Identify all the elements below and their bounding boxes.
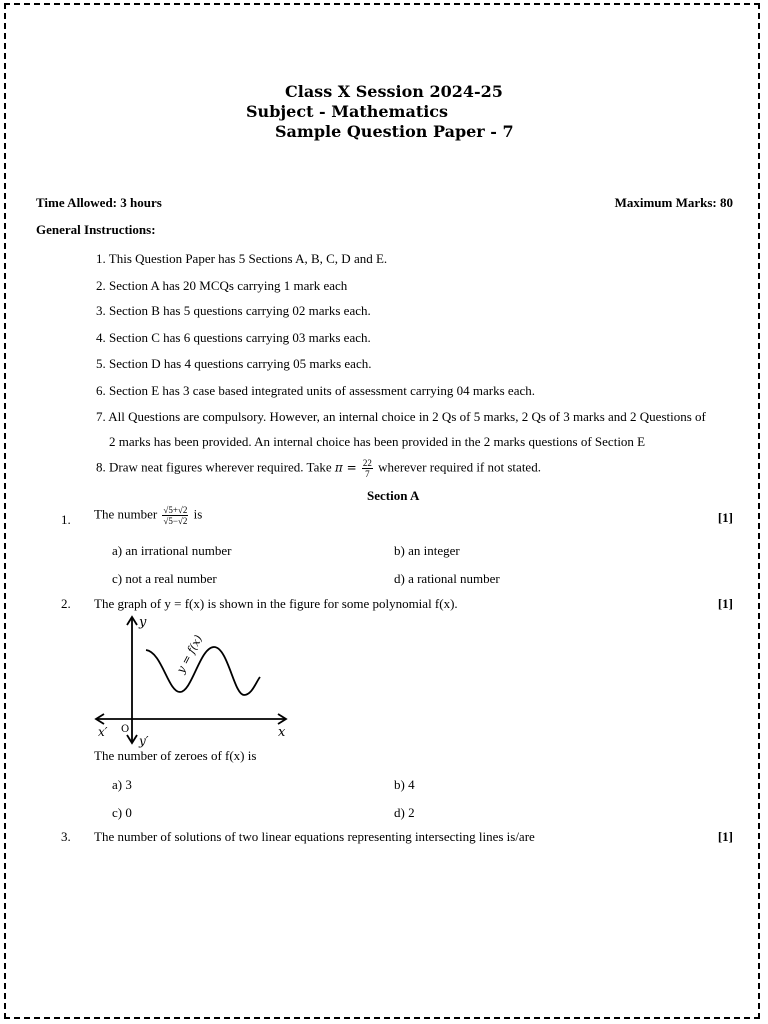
question-1-text-before: The number (94, 506, 158, 522)
header-paper-title: Sample Question Paper - 7 (275, 122, 514, 141)
option-a: a) an irrational number (112, 543, 232, 558)
option-d: d) 2 (394, 805, 415, 820)
y-prime-label: y′ (139, 734, 149, 748)
question-1-fraction (162, 505, 188, 526)
question-number: 2. (61, 596, 71, 611)
pi-fraction-denominator: 7 (365, 469, 370, 479)
section-title: Section A (367, 488, 420, 503)
polynomial-graph (90, 612, 300, 748)
question-1-text-after: is (193, 506, 203, 522)
origin-label: O (121, 724, 130, 735)
pi-fraction-numerator: 22 (362, 458, 372, 468)
maximum-marks: Maximum Marks: 80 (614, 195, 733, 210)
question-marks: [1] (717, 829, 733, 844)
option-c: c) not a real number (112, 571, 217, 586)
instruction-item: 5. Section D has 4 questions carrying 05 marks each. (96, 356, 372, 371)
header-subject: Subject - Mathematics (246, 102, 449, 121)
question-2-subtext: The number of zeroes of f(x) is (94, 748, 257, 763)
header-class-session: Class X Session 2024-25 (285, 82, 503, 101)
instruction-item: 4. Section C has 6 questions carrying 03 marks each. (96, 330, 371, 345)
question-1-fraction-numerator: √5+√2 (163, 505, 188, 515)
option-b: b) an integer (394, 543, 460, 558)
question-3-text: The number of solutions of two linear equations representing intersecting lines is/are (94, 829, 535, 844)
option-c: c) 0 (112, 805, 132, 820)
instruction-item: 1. This Question Paper has 5 Sections A, B, C, D and E. (96, 251, 388, 266)
x-axis-label: x (278, 725, 286, 740)
instruction-item: 3. Section B has 5 questions carrying 02 marks each. (96, 303, 371, 318)
question-1-text (94, 505, 202, 526)
question-number: 3. (61, 829, 71, 844)
pi-fraction (362, 458, 373, 479)
curve-label: y = f(x) (174, 632, 206, 676)
time-allowed: Time Allowed: 3 hours (36, 195, 162, 210)
instruction-8-text: 8. Draw neat figures wherever required. Take (96, 459, 332, 475)
instructions-heading: General Instructions: (36, 222, 156, 237)
option-b: b) 4 (394, 777, 415, 792)
instruction-item: 6. Section E has 3 case based integrated units of assessment carrying 04 marks each. (96, 383, 535, 398)
question-2-text: The graph of y = f(x) is shown in the figure for some polynomial f(x). (94, 596, 458, 611)
instruction-item: 7. All Questions are compulsory. However, an internal choice in 2 Qs of 5 marks, 2 Qs of 3 marks and 2 Questions of (96, 409, 706, 424)
instruction-item-continued: 2 marks has been provided. An internal choice has been provided in the 2 marks questions of Section E (109, 434, 646, 449)
x-prime-label: x′ (98, 725, 108, 739)
question-marks: [1] (717, 596, 733, 611)
y-axis-label: y (139, 615, 147, 630)
instruction-item-8 (96, 458, 541, 479)
question-marks: [1] (717, 510, 733, 525)
instruction-8-text-end: wherever required if not stated. (378, 459, 541, 475)
question-number: 1. (61, 512, 71, 527)
option-a: a) 3 (112, 777, 132, 792)
pi-symbol: π = (334, 460, 357, 475)
instruction-item: 2. Section A has 20 MCQs carrying 1 mark each (96, 278, 348, 293)
polynomial-curve (146, 647, 260, 695)
option-d: d) a rational number (394, 571, 500, 586)
question-1-fraction-denominator: √5−√2 (163, 516, 188, 526)
